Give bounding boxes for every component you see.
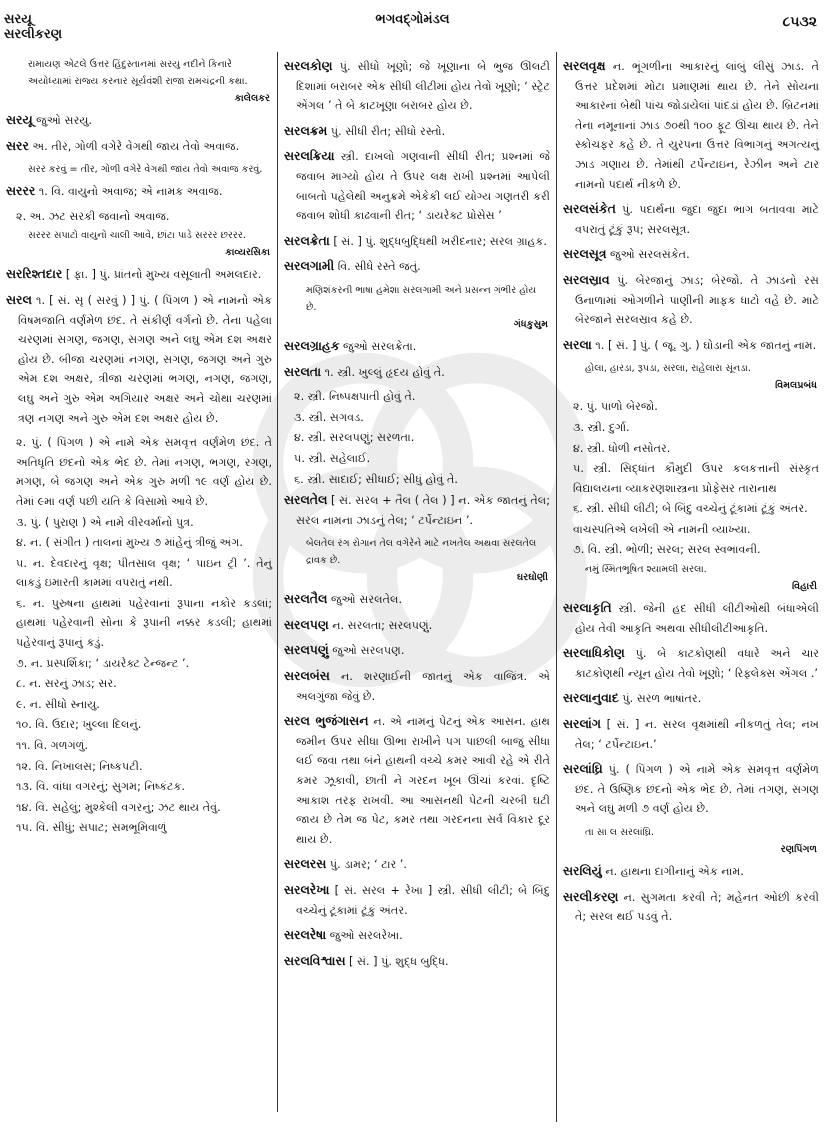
dictionary-entry xyxy=(563,335,819,356)
usage-quotation xyxy=(563,824,819,858)
sense-definition: ૧૫. વિ. સીધું; સપાટ; સમભૂમિવાળું xyxy=(16,821,167,835)
first-guide-word: સરયૂ xyxy=(4,12,32,27)
definition: ૧. [ સં. સૃ ( સરવું ) ] પું. ( પિંગળ ) એ નામનો એક વિષમજાતિ વર્ણમેળ છંદ. તે સંકીર્ણ વર્ગનો છે. તેના પહેલા ચરણમાં સગણ, જગણ, સગણ અને લઘુ એમ દશ અક્ષર હોય છે. બીજા ચરણમાં નગણ, સગણ, જગણ અને ગુરુ એમ દશ અક્ષર, ત્રીજા ચરણમાં ભગણ, નગણ, જગણ, લઘુ અને ગુરુ એમ અગિયાર અક્ષર અને ચોથા ચરણમાં ત્રણ નગણ અને ગુરુ એમ દશ અક્ષર હોય છે. xyxy=(18,293,272,425)
definition: ન. સુગમતા કરવી તે; મહેનત ઓછી કરવી તે; સરલ થઈ પડવું તે. xyxy=(575,890,819,924)
quotation-text: તા સા લ સરલાંઘ્રિ. xyxy=(585,827,655,838)
headword: સરલવિશ્વાસ xyxy=(284,952,346,968)
definition: ન. ભૂંગળીના આકારનું લાંબું લીસું ઝાડ. તે ઉત્તર પ્રદેશમાં મોટા પ્રમાણમાં થાય છે. તેને સોયના આકારનાં બેથી પાંચ જોડાયેલાં પાંદડાં હોય છે. બ્રિટનમાં તેના નમૂનાનાં ઝાડ ૭૦થી ૧૦૦ ફૂટ ઊંચા થાય છે. તેને સ્કોચફર કહે છે. તે યુરપના ઉત્તર વિભાગનું અગત્યનું ઝાડ ગણાય છે. તેમાંથી ટર્પેન્ટાઇન, રેઝીન અને ટાર નામનો પદાર્થ નીકળે છે. xyxy=(575,60,819,191)
column-3 xyxy=(563,56,819,932)
dictionary-entry xyxy=(284,615,550,636)
dictionary-entry xyxy=(563,598,819,638)
dictionary-entry xyxy=(284,854,550,875)
quotation-text: હોલા, હારડા, રૂપડા, સરલા, રાહેલારા સૂંનડા. xyxy=(585,363,751,375)
headword: સરલતેલ xyxy=(284,492,328,508)
usage-quotation xyxy=(6,56,272,107)
dictionary-entry xyxy=(563,270,819,330)
definition: પું. ( પિંગળ ) એ નામે એક સમવૃત્ત વર્ણમેળ છંદ. તે ઉષ્ણિક છંદનો એક ભેદ છે. તેમાં તગણ, સગણ અને લઘુ મળી ૭ વર્ણ હોય છે. xyxy=(575,763,819,816)
headword: સરલિયું xyxy=(563,863,602,878)
sense-definition: ૫. ન. દેવદારનું વૃક્ષ; પીતસાલ વૃક્ષ; ‘ પાઇન ટ્રી ’. તેનું લાકડું ઇમારતી કામમાં વપરાતું નથી. xyxy=(16,556,272,590)
usage-quotation xyxy=(563,561,819,595)
quotation-source: ઘરઘોણી xyxy=(517,572,548,584)
headword: સરલક્રિયા xyxy=(284,148,335,164)
sense-definition: ૫. સ્ત્રી. સહેલાઈ. xyxy=(294,451,371,465)
page-header xyxy=(0,0,825,48)
definition: [ સં. ] પું. શુદ્ધબુદ્ધિથી ખરીદનાર; સરલ ગ્રાહક. xyxy=(333,234,547,248)
definition: [ સં. ] પું. શુદ્ધ બુદ્ધિ. xyxy=(349,954,449,968)
sense-definition: ૧૨. વિ. નિખાલસ; નિષ્કપટી. xyxy=(16,759,143,773)
dictionary-entry xyxy=(6,290,272,428)
definition: જુઓ સરયુ. xyxy=(36,114,93,127)
sense-definition: ૩. સ્ત્રી. દુર્ગા. xyxy=(573,420,630,434)
sense-definition: ૨. પું. ( પિંગળ ) એ નામે એક સમવૃત્ત વર્ણમેળ છંદ. તે અતિધૃતિ છંદનો એક ભેદ છે. તેમાં નગણ, ભગણ, રગણ, મગણ, બે જગણ અને એક ગુરુ મળી ૧૯ વર્ણ હોય છે. તેમાં ૯મા વર્ણ પછી યતિ કે વિસામો આવે છે. xyxy=(16,436,272,508)
sense-definition: ૯. ન. સીધો સ્નાયુ. xyxy=(16,697,100,711)
definition: પું. સીધી રીત; સીધો રસ્તો. xyxy=(330,124,446,138)
column-divider xyxy=(277,52,278,1112)
sense-definition: ૧૧. વિ. ગળગળું. xyxy=(16,739,89,753)
headword: સરલરસ xyxy=(284,856,327,872)
sense-definition: ૩. સ્ત્રી. સગવડ. xyxy=(294,410,364,424)
sense-definition: ૮. ન. સરનું ઝાડ; સર. xyxy=(16,677,117,691)
definition: [ ફા. ] પું. પ્રાંતનો મુખ્ય વસૂલાતી અમલદાર. xyxy=(65,268,262,282)
headword: સરલવૃક્ષ xyxy=(563,58,606,73)
continuation-text: વાચસ્પતિએ લખેલી એ નામની વ્યાખ્યા. xyxy=(573,522,751,536)
sense-definition: ૪. ન. ( સંગીત ) તાલનાં મુખ્ય ૭ માંહેનું ત્રીજું અંગ. xyxy=(16,536,243,550)
headword: સરલસંકેત xyxy=(563,201,616,217)
headword: સરરિશ્તદાર xyxy=(6,266,63,282)
dictionary-entry xyxy=(284,146,550,225)
column-divider xyxy=(556,52,557,1122)
sense-definition: ૧૦. વિ. ઉદાર; ખુલ્લા દિલનું. xyxy=(16,718,142,732)
dictionary-entry xyxy=(284,231,550,252)
definition: ન. હાથના દાગીનાનું એક નામ. xyxy=(605,865,744,878)
dictionary-entry xyxy=(563,199,819,239)
headword: સરલાંઘ્રિ xyxy=(563,761,603,777)
usage-quotation xyxy=(284,282,550,333)
definition: પું. પદાર્થના જુદા જુદા ભાગ બતાવવા માટે વપરાતું ટૂંકું રૂપ; સરલસૂત્ર. xyxy=(575,203,819,236)
headword: સરલસૂત્ર xyxy=(563,246,607,262)
quotation-text: નમું સ્મિતભૂષિત શ્યામલી સરલા. xyxy=(585,564,707,576)
dictionary-entry xyxy=(284,56,550,116)
definition: [ સં. ] ન. સરલ વૃક્ષમાંથી નીકળતું તેલ; નખ તેલ; ‘ ટર્પેન્ટાઇન.’ xyxy=(575,718,819,751)
sense-definition: ૨. પું. પાળો બેરજો. xyxy=(573,400,658,414)
sense-definition: ૫. સ્ત્રી. સિદ્ધાંત કૌમુદી ઉપર કલકત્તાની સંસ્કૃત વિદ્યાલયના વ્યાકરણશાસ્ત્રના પ્રોફેસર તારાનાથ xyxy=(573,462,819,495)
definition: પું. બે કાટકોણથી વધારે અને ચાર કાટકોણથી ન્યૂન હોય તેવો ખૂણો; ‘ રિફ્લેક્સ એંગલ .’ xyxy=(575,647,819,680)
headword: સરલાકૃતિ xyxy=(563,600,612,616)
definition: જુઓ સરલતેલ. xyxy=(330,593,403,607)
headword: સરરર xyxy=(6,183,36,199)
dictionary-entry xyxy=(284,925,550,946)
headword: સરલરેષા xyxy=(284,927,327,943)
definition: પું. ડામર; ‘ ટાર ’. xyxy=(329,858,407,872)
sense-definition: ૩. પું. ( પુરાણ ) એ નામે વીરવર્માનો પુત્ર. xyxy=(16,515,194,529)
definition: [ સં. સરલ + રેખા ] સ્ત્રી. સીધી લીટી; બે બિંદુ વચ્ચેનું ટૂંકામાં ટૂંકું અંતર. xyxy=(296,884,550,917)
definition: [ સં. સરલ + તૈલ ( તેલ ) ] ન. એક જાતનું તેલ; સરલ નામના ઝાડનું તેલ; ‘ ટર્પેન્ટાઇન ’. xyxy=(296,494,550,527)
dictionary-entry xyxy=(6,264,272,285)
quotation-source: કાલેલકર xyxy=(234,93,270,104)
dictionary-entry xyxy=(284,589,550,610)
sense-definition: ૭. ન. પ્રસ્પર્શિકા; ‘ ડાયરેક્ટ ટેન્જન્ટ ’. xyxy=(16,656,190,670)
headword: સરલરેખા xyxy=(284,882,330,897)
definition: ૧. વિ. વાયુનો અવાજ; એ નામક અવાજ. xyxy=(38,185,223,199)
dictionary-entry xyxy=(284,880,550,920)
headword: સરલક્રમ xyxy=(284,122,328,138)
column-1 xyxy=(6,56,272,839)
dictionary-entry xyxy=(563,244,819,265)
quotation-source: રણપિંગળ xyxy=(780,844,817,855)
dictionary-entry xyxy=(563,861,819,882)
sense-definition: ૨. સ્ત્રી. નિષ્પક્ષપાતી હોવું તે. xyxy=(294,390,416,404)
dictionary-entry xyxy=(563,643,819,683)
headword: સરલગ્રાહક xyxy=(284,337,340,353)
quotation-source: વિહારી xyxy=(791,581,817,593)
page-number: ૮૫૩૨ xyxy=(782,14,817,30)
headword: સરલપણ xyxy=(284,616,329,632)
dictionary-entry xyxy=(284,362,550,383)
headword: સરલાનુવાદ xyxy=(563,690,619,706)
sense-definition: ૬. સ્ત્રી. સીધી લીટી; બે બિંદુ વચ્ચેનું ટૂંકામાં ટૂંકું અંતર. xyxy=(573,502,808,516)
sense-definition: ૧૩. વિ. વાંધા વગરનું; સુગમ; નિષ્કંટક. xyxy=(16,780,185,794)
headword: સરલાધિકોણ xyxy=(563,645,625,661)
quotation-source: કાવ્યરસિકા xyxy=(225,247,270,259)
headword: સરલ ભુજંગાસન xyxy=(284,713,369,729)
definition: જુઓ સરલક્રેતા. xyxy=(343,339,417,353)
dictionary-entry xyxy=(563,759,819,819)
definition: પું. સીધો ખૂણો; જે ખૂણાના બે ભુજ ઊલટી દિશામાં બરાબર એક સીધી લીટીમાં હોય તેવો ખૂણો; ‘ સ્ટ્રેટ એંગલ ’ તે બે કાટખૂણા બરાબર હોય છે. xyxy=(296,60,550,113)
definition: જુઓ સરલપણ. xyxy=(332,644,405,658)
dictionary-entry xyxy=(284,951,550,972)
sense-definition: ૨. અ. ઝટ સરકી જવાનો અવાજ. xyxy=(16,209,170,223)
usage-quotation xyxy=(563,360,819,394)
definition: પું. સરળ ભાષાંતર. xyxy=(622,692,702,706)
definition: ૧. સ્ત્રી. ખુલ્લું હૃદય હોવું તે. xyxy=(324,365,445,379)
usage-quotation xyxy=(284,535,550,586)
headword: સરલીકરણ xyxy=(563,888,619,904)
dictionary-entry xyxy=(284,640,550,661)
definition: જુઓ સરલસંકેત. xyxy=(610,248,690,262)
sense-definition: ૧૪. વિ. સહેલું; મુશ્કેલી વગરનું; ઝટ થાય તેવું. xyxy=(16,800,221,814)
sense-definition: ૬. સ્ત્રી. સાદાઈ; સીધાઈ; સીધું હોવું તે. xyxy=(294,472,458,486)
definition: અ. તીર, ગોળી વગેરે વેગથી જાય તેવો અવાજ. xyxy=(32,139,240,153)
headword: સરલા xyxy=(563,336,592,352)
headword: સરલકોણ xyxy=(284,58,333,73)
dictionary-entry xyxy=(563,688,819,709)
quotation-text: સરરર સપાટો વાયુનો ચાલી આવે, છાંટા પાડે સરરર છરરર. xyxy=(28,230,246,242)
definition: સ્ત્રી. દાખલો ગણવાની સીધી રીત; પ્રશ્નમાં જે જવાબ માગ્યો હોય તે ઉપર લક્ષ રાખી પ્રશ્નમાં આપેલી બાબતો પહેલેથી અનુક્રમે એકેકી લઈ યોગ્ય ગણતરી કરી જવાબ શોધી કાઢવાની રીત; ‘ ડાયરેક્ટ પ્રોસેસ ’ xyxy=(296,150,550,223)
quotation-text: મણિશંકરની ભાષા હમેશા સરલગામી અને પ્રસન્ન ગંભીર હોય છે. xyxy=(306,284,537,313)
definition: વિ. સીધે રસ્તે જતું. xyxy=(337,260,421,274)
sense-definition: ૪. સ્ત્રી. સરલપણું; સરળતા. xyxy=(294,431,415,445)
headword: સરલગામી xyxy=(284,258,335,274)
quotation-source: વિમલપ્રબંધ xyxy=(775,380,817,392)
headword: સરલસ્રાવ xyxy=(563,271,610,287)
sense-definition: ૪. સ્ત્રી. ધોળી નસોતર. xyxy=(573,441,671,455)
definition: ન. એ નામનું પેટનું એક આસન. હાથ જમીન ઉપર સીધા ઊભા રાખીને પગ પાછલી બાજુ સીધા લઈ જવા તથા બંને હાથની વચ્ચે કમર આવી રહે એ રીતે કમર ઝૂકાવી, છાતી ને ગરદન ખૂબ ઊંચાં કરવાં. દૃષ્ટિ આકાશ તરફ રાખવી. આ આસનથી પેટની ચરબી ઘટી જાય છે તેમ જ પેટ, કમર તથા ગરદનના સર્વ વિકાર દૂર થાય છે. xyxy=(296,715,551,846)
sense-definition: ૭. વિ. સ્ત્રી. ભોળી; સરલ; સરલ સ્વભાવની. xyxy=(573,543,761,557)
dictionary-entry xyxy=(284,336,550,357)
headword: સરર xyxy=(6,137,29,153)
dictionary-entry xyxy=(6,110,272,131)
headword: સરલક્રેતા xyxy=(284,232,330,248)
dictionary-entry xyxy=(563,714,819,754)
quotation-text: સરર કરવું = તીર, ગોળી વગેરે વેગથી જાય તેવો અવાજ કરવું. xyxy=(28,164,263,176)
dictionary-entry xyxy=(284,711,550,849)
headword: સરલતૈલ xyxy=(284,591,328,607)
dictionary-entry xyxy=(284,490,550,530)
quotation-text: બેલતેલ રંગ રોગાન તેલ વગેરેને માટે નખતેલ અથવા સરલતેલ દ્રાવક છે. xyxy=(306,538,537,567)
headword: સરલપણું xyxy=(284,642,329,658)
dictionary-entry xyxy=(284,121,550,142)
headword: સરલાંગ xyxy=(563,716,601,732)
headword: સરલ xyxy=(6,291,32,307)
definition: ૧. [ સં. ] પું. ( જૂ. ગુ. ) ઘોડાની એક જાતનું નામ. xyxy=(595,338,817,352)
column-2 xyxy=(284,56,550,976)
definition: સ્ત્રી. જેની હદ સીધી લીટીઓથી બંધાએલી હોય તેવી આકૃતિ અથવા સીધીલીટીઆકૃતિ. xyxy=(575,602,819,635)
quotation-text: રામાયણ એટલે ઉત્તર હિંદુસ્તાનમાં સરયુ નદીને કિનારે અયોધ્યામાં રાજ્ય કરનાર સૂર્યવંશી રાજા રામચંદ્રની કથા. xyxy=(28,59,248,87)
usage-quotation xyxy=(6,227,272,261)
definition: ન. સરલતા; સરલપણું. xyxy=(332,618,433,632)
headword: સરયૂ xyxy=(6,112,33,127)
usage-quotation xyxy=(6,161,272,178)
page-title: ભગવદ્ગોમંડલ xyxy=(375,12,450,27)
dictionary-entry xyxy=(563,56,819,194)
dictionary-entry xyxy=(563,887,819,927)
headword: સરલબંસ xyxy=(284,668,330,684)
headword: સરલતા xyxy=(284,363,322,379)
dictionary-entry xyxy=(6,136,272,157)
definition: ન. શરણાઈની જાતનું એક વાજિંત્ર. એ અલગુંજા જેવું છે. xyxy=(296,670,551,703)
dictionary-entry xyxy=(6,181,272,202)
definition: જુઓ સરલરેખા. xyxy=(329,929,403,943)
quotation-source: ગંધકુસુમ xyxy=(513,318,548,330)
dictionary-entry xyxy=(284,256,550,277)
sense-definition: ૬. ન. પુરુષના હાથમાં પહેરવાનાં રૂપાના નકોર કડલાં; હાથમાં પહેરવાની સોના કે રૂપાની નક્કર કડલી; હાથમાં પહેરવાનું રૂપાનું કડું. xyxy=(16,596,272,650)
last-guide-word: સરલીકરણ xyxy=(4,27,63,42)
definition: પું. બેરજાનું ઝાડ; બેરજો. તે ઝાડનો રસ ઉનાળામાં ઓગળીને પાણીની માફક ધાટો વહે છે. માટે બેરજાને સરલસ્રાવ કહે છે. xyxy=(575,273,819,327)
dictionary-entry xyxy=(284,666,550,706)
